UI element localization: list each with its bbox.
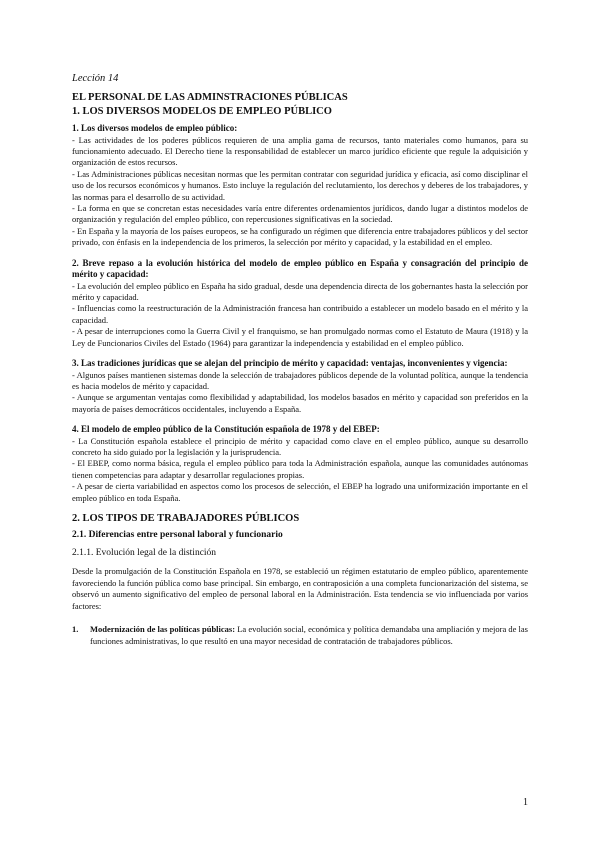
intro-paragraph: Desde la promulgación de la Constitución Española en 1978, se estableció un régimen estatutario de empleo público, aparentemente favoreciendo la función pública como base principal. Sin embargo, en contraposición a una completa funcionarización del sistema, se observó un aumento significativo del empleo de personal laboral en la Administración. Esta tendencia se vio influenciada por varios factores:: [72, 566, 528, 611]
page-number: 1: [523, 797, 528, 808]
paragraph: - La evolución del empleo público en España ha sido gradual, desde una dependencia directa de los gobernantes hasta la selección por mérito y capacidad.: [72, 280, 528, 302]
document-title: EL PERSONAL DE LAS ADMINSTRACIONES PÚBLICAS: [72, 92, 348, 103]
paragraph: - Las actividades de los poderes públicos requieren de una amplia gama de recursos, tanto materiales como humanos, para su funcionamiento adecuado. El Derecho tiene la responsabilidad de establecer un marco jurídico eficiente que regule la adquisición y organización de estos recursos.: [72, 134, 528, 168]
block-heading: 3. Las tradiciones jurídicas que se alejan del principio de mérito y capacidad: ventajas, inconvenientes y vigencia:: [72, 358, 508, 368]
block-heading: 2. Breve repaso a la evolución histórica del modelo de empleo público en España y consagración del principio de mérito y capacidad:: [72, 257, 528, 280]
paragraph: - Algunos países mantienen sistemas donde la selección de trabajadores públicos depende de la voluntad política, aunque la tendencia es hacia modelos de mérito y capacidad.: [72, 369, 528, 391]
paragraph: - La forma en que se concretan estas necesidades varía entre diferentes ordenamientos jurídicos, dando lugar a distintos modelos de organización y regulación del empleo público, con repercusiones significativas en la sociedad.: [72, 202, 528, 225]
section-2-heading: 2. LOS TIPOS DE TRABAJADORES PÚBLICOS: [72, 513, 300, 525]
section-1-block-1: [72, 123, 528, 249]
paragraph: - En España y la mayoría de los países europeos, se ha configurado un régimen que diferencia entre trabajadores públicos y del sector privado, con énfasis en la independencia de los primeros, la selección por mérito y capacidad, y la estabilidad en el empleo.: [72, 225, 528, 248]
section-1-heading: 1. LOS DIVERSOS MODELOS DE EMPLEO PÚBLICO: [72, 106, 332, 117]
lesson-label: Lección 14: [72, 73, 119, 84]
numbered-list-item: [72, 624, 528, 647]
paragraph: - A pesar de cierta variabilidad en aspectos como los procesos de selección, el EBEP ha logrado una uniformización importante en el empleo público en toda España.: [72, 481, 528, 503]
subsection-heading: 2.1. Diferencias entre personal laboral y funcionario: [72, 530, 283, 541]
list-item-body: [90, 624, 528, 647]
paragraph: - La Constitución española establece el principio de mérito y capacidad como clave en el empleo público, aunque su desarrollo concreto ha sido guiado por la legislación y la jurisprudencia.: [72, 435, 528, 458]
paragraph: - Influencias como la reestructuración de la Administración francesa han contribuido a establecer un modelo basado en el mérito y la capacidad.: [72, 303, 528, 325]
list-item-text: La evolución social, económica y política demandaba una ampliación y mejora de las funciones administrativas, lo que resultó en una mayor necesidad de contratación de trabajadores públicos.: [90, 624, 528, 647]
subsubsection-heading: 2.1.1. Evolución legal de la distinción: [72, 548, 217, 559]
paragraph: - Aunque se argumentan ventajas como flexibilidad y adaptabilidad, los modelos basados en mérito y capacidad son preferidos en la mayoría de países democráticos occidentales, incluyendo a España.: [72, 392, 528, 414]
section-1-block-4: [72, 424, 528, 504]
paragraph: - El EBEP, como norma básica, regula el empleo público para toda la Administración española, aunque las comunidades autónomas tienen competencias para adaptar y desarrollar regulaciones propias.: [72, 458, 528, 480]
section-1-block-3: [72, 358, 528, 415]
section-1-block-2: [72, 258, 528, 349]
block-heading: 4. El modelo de empleo público de la Constitución española de 1978 y del EBEP:: [72, 424, 380, 435]
list-item-lead: Modernización de las políticas públicas:: [90, 624, 236, 635]
paragraph: - Las Administraciones públicas necesitan normas que les permitan contratar con seguridad jurídica y eficacia, así como disciplinar el uso de los recursos económicos y humanos. Esto incluye la regulación del reclutamiento, los derechos y deberes de los trabajadores, y las normas para el desarrollo de su actividad.: [72, 168, 528, 202]
list-number: 1.: [72, 624, 79, 635]
block-heading: 1. Los diversos modelos de empleo público:: [72, 123, 238, 133]
paragraph: - A pesar de interrupciones como la Guerra Civil y el franquismo, se han promulgado normas como el Estatuto de Maura (1918) y la Ley de Funcionarios Civiles del Estado (1964) para garantizar la independencia y estabilidad en el empleo público.: [72, 326, 528, 348]
